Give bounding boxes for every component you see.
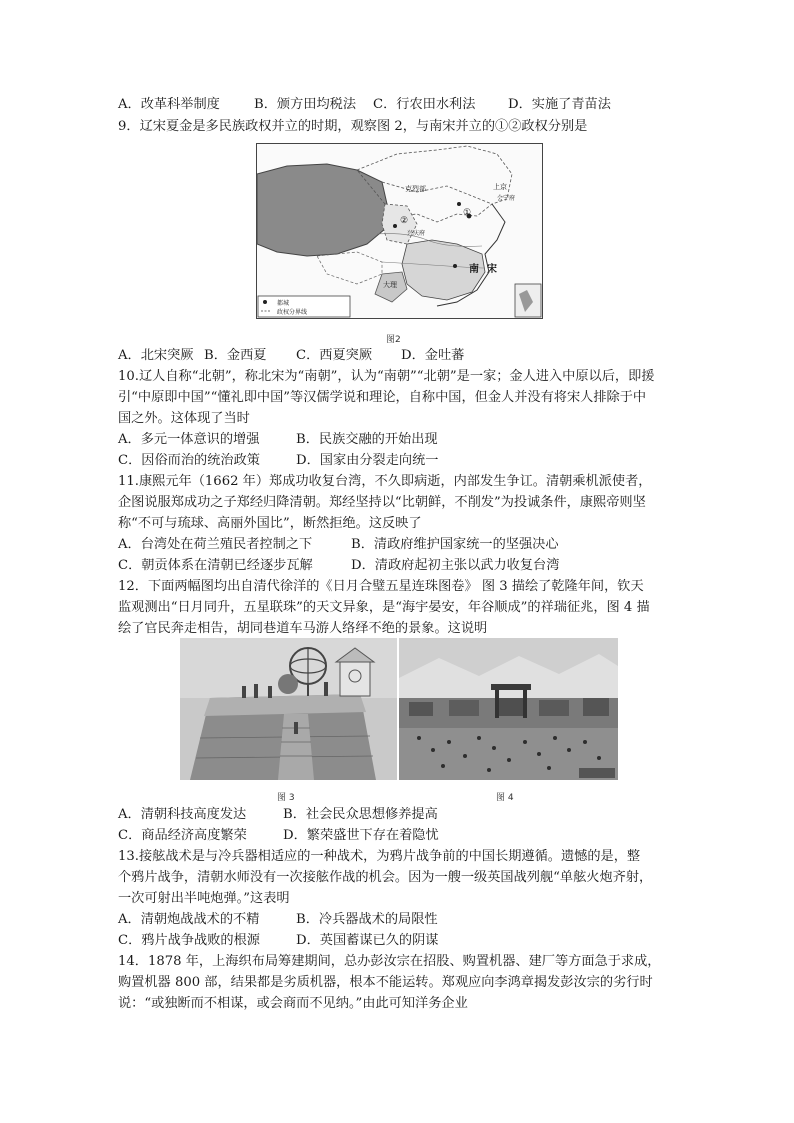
q12-line-3: 绘了官民奔走相告，胡同巷道车马游人络绎不绝的景象。这说明 <box>118 621 488 636</box>
map-label-shangjing: 上京 <box>493 183 507 191</box>
q10-line-1: 10.辽人自称“北朝”，称北宋为“南朝”，认为“南朝”“北朝”是一家；金人进入中原以后，即援 <box>118 369 655 384</box>
q14-line-1: 14．1878 年，上海织布局筹建期间，总办彭汝宗在招股、购置机器、建厂等方面急于求成， <box>118 954 661 969</box>
q10-option-c: C．因俗而治的统治政策 <box>118 453 260 468</box>
q9-map <box>256 143 543 319</box>
q13-option-d: D．英国蓄谋已久的阴谋 <box>296 933 439 948</box>
q9-stem: 9．辽宋夏金是多民族政权并立的时期，观察图 2，与南宋并立的①②政权分别是 <box>118 119 588 134</box>
q12-option-c: C．商品经济高度繁荣 <box>118 828 247 843</box>
q11-option-d: D．清政府起初主张以武力收复台湾 <box>351 558 560 573</box>
q13-option-b: B．冷兵器战术的局限性 <box>296 912 438 927</box>
q14-line-3: 说：“或独断而不相谋，或会商而不见纳。”由此可知洋务企业 <box>118 996 468 1011</box>
q11-option-b: B．清政府维护国家统一的坚强决心 <box>351 537 559 552</box>
q12-line-2: 监观测出“日月同升，五星联珠”的天文异象，是“海宇晏安，年谷顺成”的祥瑞征兆，图 4 描 <box>118 600 650 615</box>
q9-option-d: D．金吐蕃 <box>401 348 465 363</box>
map-label-huining: 会宁府 <box>497 195 516 202</box>
q14-line-2: 购置机器 800 部，结果都是劣质机器，根本不能运转。郑观应向李鸿章揭发彭汝宗的劣行时 <box>118 975 653 990</box>
map-label-xingqing: 兴庆府 <box>407 230 426 237</box>
q11-line-2: 企图说服郑成功之子郑经归降清朝。郑经坚持以“比朝鲜，不削发”为投诚条件，康熙帝则坚 <box>118 495 646 510</box>
q11-line-3: 称“不可与琉球、高丽外国比”，断然拒绝。这反映了 <box>118 516 422 531</box>
q10-line-3: 国之外。这体现了当时 <box>118 411 250 426</box>
q12-option-b: B．社会民众思想修养提高 <box>283 807 438 822</box>
q8-option-b: B．颁方田均税法 <box>254 97 357 112</box>
q9-map-caption: 图2 <box>386 335 401 345</box>
q12-option-d: D．繁荣盛世下存在着隐忧 <box>283 828 439 843</box>
q12-option-a: A．清朝科技高度发达 <box>118 807 247 822</box>
map-label-dali: 大理 <box>383 281 397 289</box>
q13-line-1: 13.接舷战术是与冷兵器相适应的一种战术，为鸦片战争前的中国长期遵循。遗憾的是，整 <box>118 849 641 864</box>
q12-figure-4-caption: 图 4 <box>496 793 514 803</box>
q12-figure-3-observatory-image <box>180 638 397 780</box>
map-legend-border: 政权分界线 <box>277 309 308 316</box>
q12-figure-3-caption: 图 3 <box>277 793 295 803</box>
q10-option-a: A．多元一体意识的增强 <box>118 432 260 447</box>
q13-option-a: A．清朝炮战战术的不精 <box>118 912 260 927</box>
q11-line-1: 11.康熙元年（1662 年）郑成功收复台湾，不久即病逝，内部发生争讧。清朝乘机派使者， <box>118 474 652 489</box>
q11-option-a: A．台湾处在荷兰殖民者控制之下 <box>118 537 313 552</box>
q9-option-a: A．北宋突厥 <box>118 348 194 363</box>
map-label-nansong: 南宋 <box>469 264 505 275</box>
q13-line-3: 一次可射出半吨炮弹。”这表明 <box>118 891 290 906</box>
q12-figure-4-street-scene-image <box>399 638 618 780</box>
q9-option-c: C．西夏突厥 <box>296 348 373 363</box>
q13-option-c: C．鸦片战争战败的根源 <box>118 933 260 948</box>
q8-option-d: D．实施了青苗法 <box>508 97 611 112</box>
q10-option-d: D．国家由分裂走向统一 <box>296 453 439 468</box>
q8-option-a: A．改革科举制度 <box>118 97 220 112</box>
q13-line-2: 个鸦片战争，清朝水师没有一次接舷作战的机会。因为一艘一级英国战列舰“单舷火炮齐射， <box>118 870 653 885</box>
q10-line-2: 引“中原即中国”“懂礼即中国”等汉儒学说和理论，自称中国，但金人并没有将宋人排除于中 <box>118 390 647 405</box>
map-legend-capital: 都城 <box>277 300 290 307</box>
map-graphic <box>257 144 542 318</box>
map-label-circle2: ② <box>400 216 409 226</box>
map-label-kelie: 克烈部 <box>405 185 426 193</box>
q11-option-c: C．朝贡体系在清朝已经逐步瓦解 <box>118 558 313 573</box>
q9-option-b: B．金西夏 <box>204 348 267 363</box>
q12-line-1: 12．下面两幅图均出自清代徐洋的《日月合璧五星连珠图卷》 图 3 描绘了乾隆年间，钦天 <box>118 579 644 594</box>
q10-option-b: B．民族交融的开始出现 <box>296 432 438 447</box>
q8-option-c: C．行农田水利法 <box>373 97 476 112</box>
map-label-circle1: ① <box>463 208 472 218</box>
